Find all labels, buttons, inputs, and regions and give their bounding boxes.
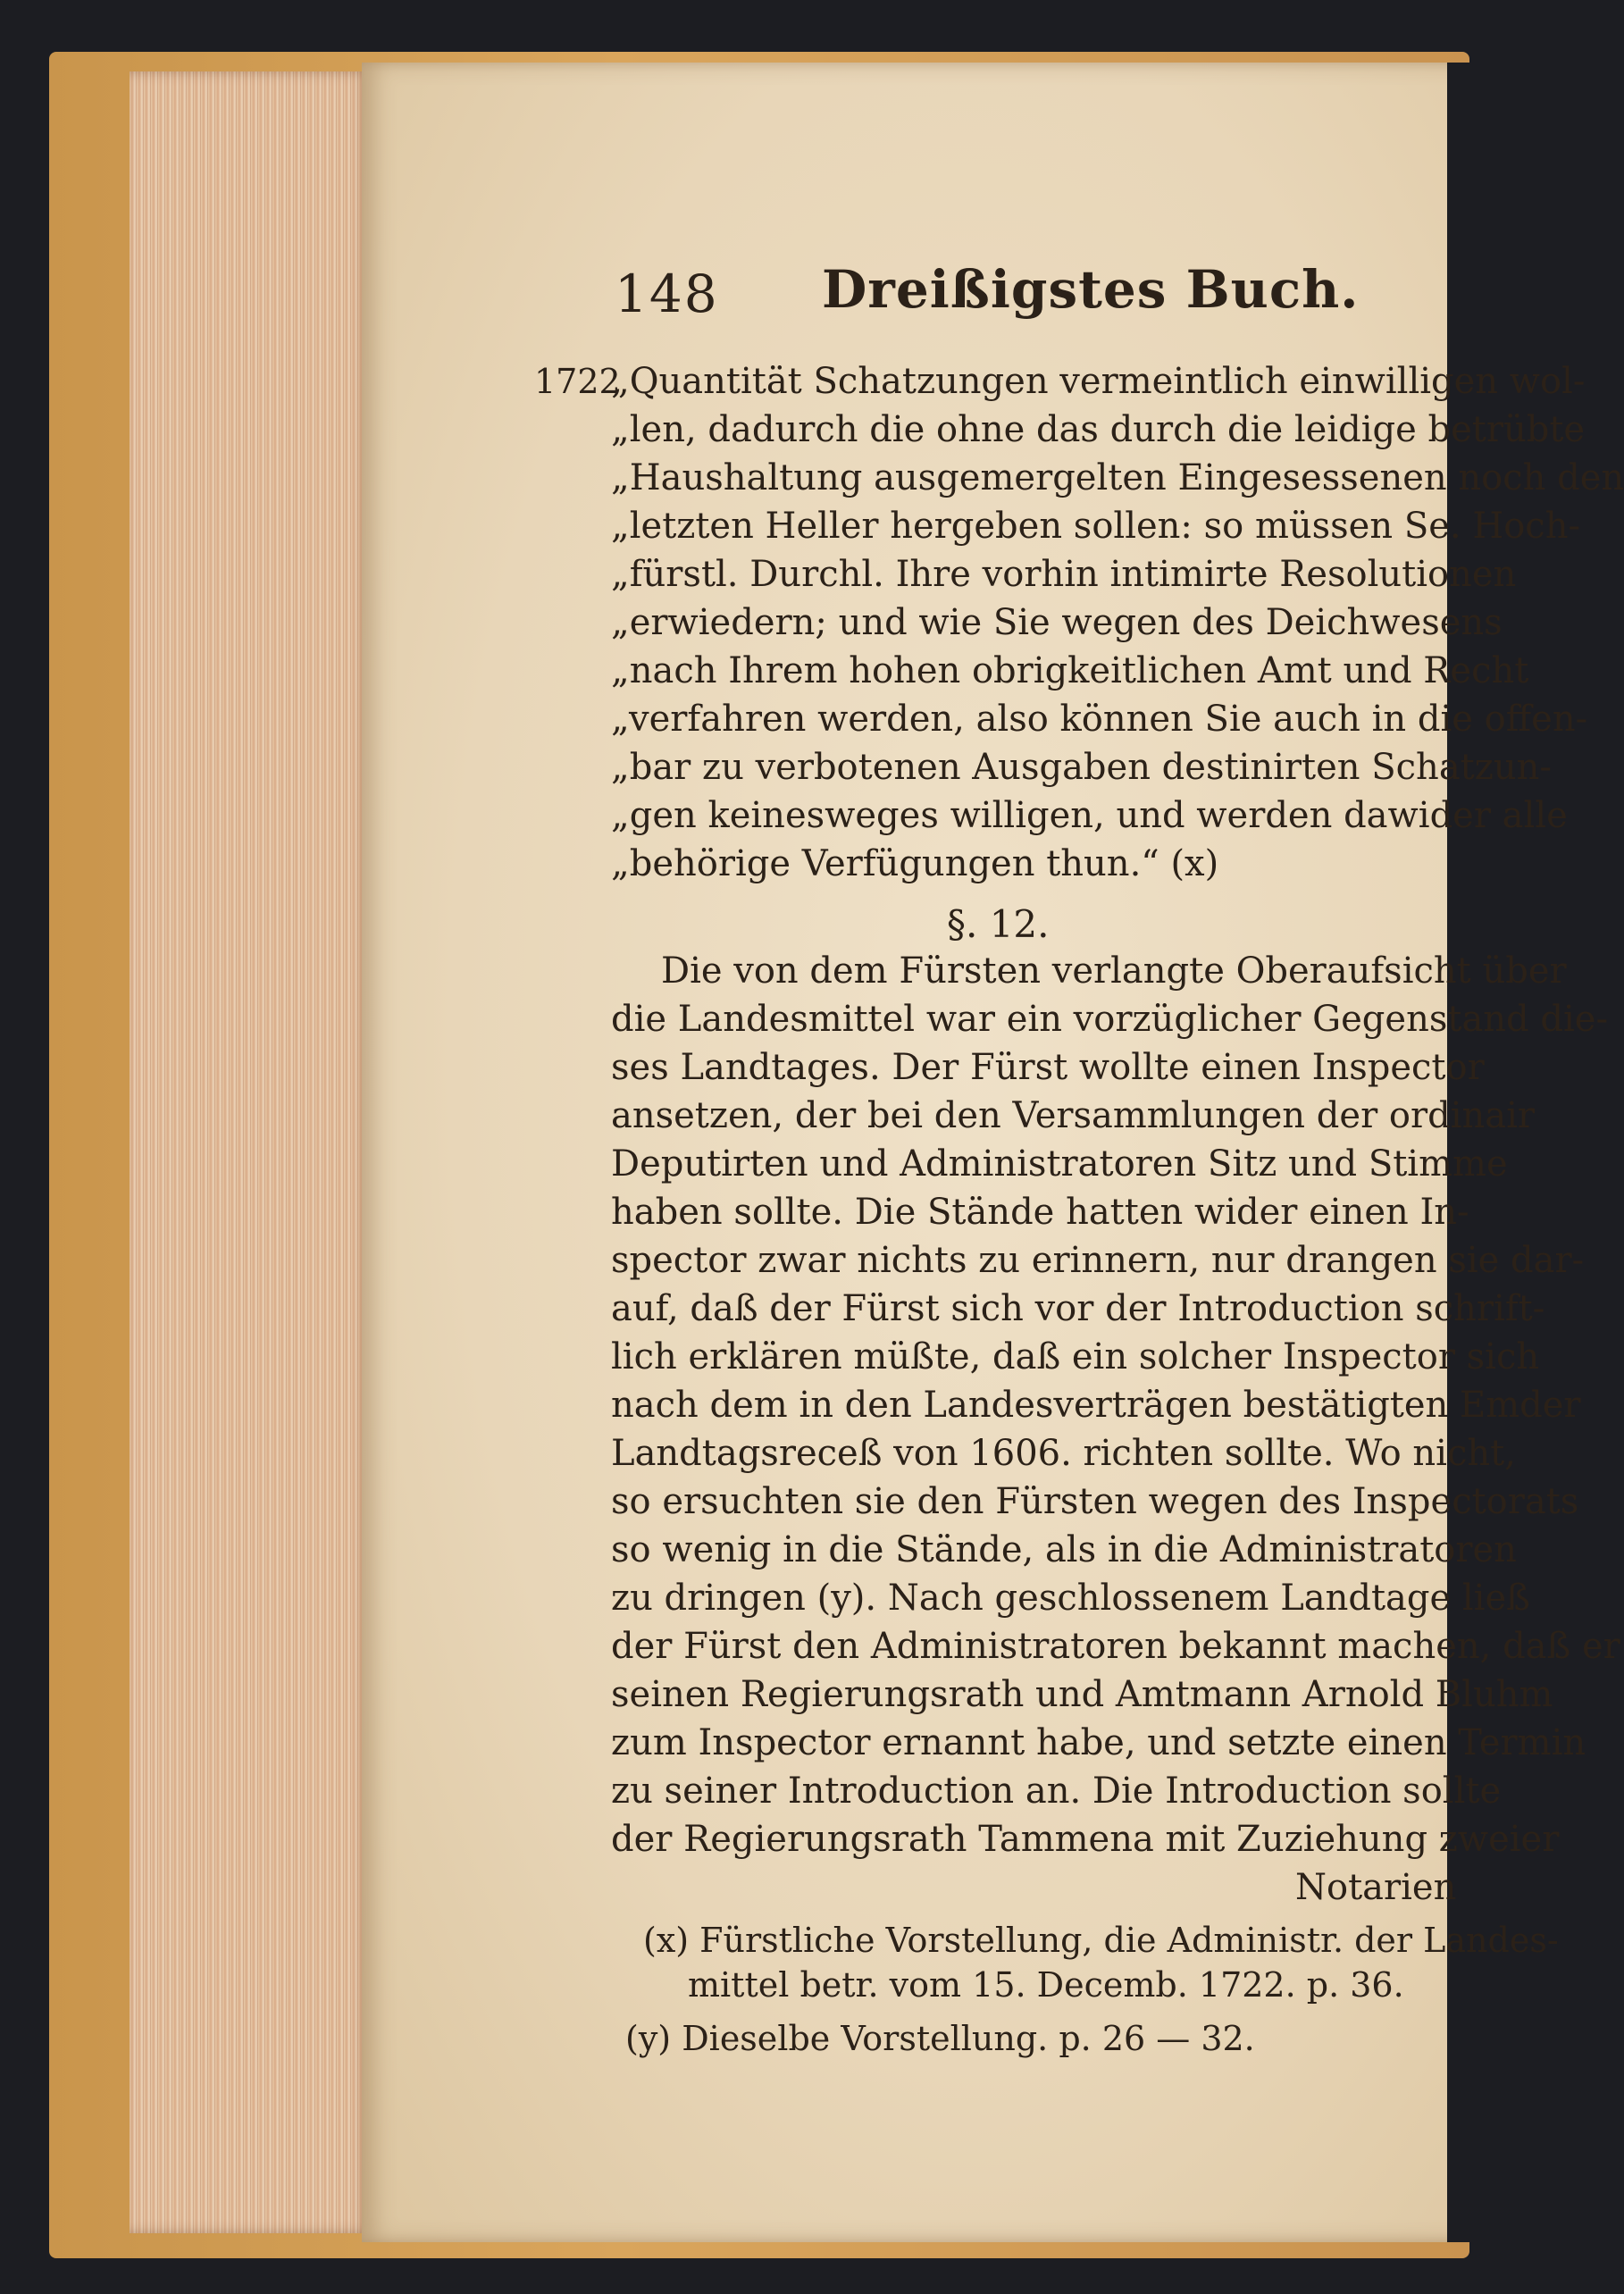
section-heading: §. 12. [947,902,1050,946]
margin-year: 1722 [534,362,621,401]
body-line: seinen Regierungsrath und Amtmann Arnold Bluhm [611,1674,1553,1715]
body-line: die Landesmittel war ein vorzüglicher Gegenstand die- [611,999,1608,1040]
body-line: Die von dem Fürsten verlangte Oberaufsicht über [661,950,1567,992]
body-line: zu seiner Introduction an. Die Introduction sollte [611,1771,1502,1812]
page-stack-edge [130,71,371,2233]
body-line: auf, daß der Fürst sich vor der Introduction schrift- [611,1288,1545,1329]
footnote-x-continued: mittel betr. vom 15. Decemb. 1722. p. 36. [688,1965,1404,2005]
catchword: Notarien [1295,1867,1457,1908]
quote-line: „verfahren werden, also können Sie auch in die offen- [611,699,1588,740]
quote-line: „behörige Verfügungen thun.“ (x) [611,843,1219,884]
body-line: ansetzen, der bei den Versammlungen der ordinair [611,1095,1536,1136]
quote-line: „letzten Heller hergeben sollen: so müssen Se. Hoch- [611,506,1580,547]
quote-line: „bar zu verbotenen Ausgaben destinirten Schatzun- [611,747,1552,788]
quote-line: „Quantität Schatzungen vermeintlich einwilligen wol- [611,361,1586,402]
quote-line: „nach Ihrem hohen obrigkeitlichen Amt und Recht [611,650,1529,691]
body-line: zu dringen (y). Nach geschlossenem Landtage ließ [611,1578,1530,1619]
quote-line: „gen keinesweges willigen, und werden dawider alle [611,795,1568,836]
body-line: der Fürst den Administratoren bekannt machen, daß er [611,1626,1620,1667]
quote-line: „Haushaltung ausgemergelten Eingesessenen noch den [611,457,1624,498]
body-line: nach dem in den Landesverträgen bestätigten Emder [611,1385,1581,1426]
page-number: 148 [615,264,719,324]
body-line: ses Landtages. Der Fürst wollte einen Inspector [611,1047,1485,1088]
quote-line: „len, dadurch die ohne das durch die leidige betrübte [611,409,1586,450]
footnote-x: (x) Fürstliche Vorstellung, die Administr. der Landes- [643,1921,1559,1960]
body-line: lich erklären müßte, daß ein solcher Inspector sich [611,1336,1540,1377]
body-line: zum Inspector ernannt habe, und setzte einen Termin [611,1722,1586,1763]
body-line: so ersuchten sie den Fürsten wegen des Inspectorats [611,1481,1579,1522]
body-line: spector zwar nichts zu erinnern, nur drangen sie dar- [611,1240,1585,1281]
quote-line: „fürstl. Durchl. Ihre vorhin intimirte Resolutionen [611,554,1517,595]
body-line: so wenig in die Stände, als in die Administratoren [611,1529,1517,1570]
body-line: Deputirten und Administratoren Sitz und Stimme [611,1143,1508,1185]
footnote-y: (y) Dieselbe Vorstellung. p. 26 — 32. [625,2019,1255,2058]
quote-line: „erwiedern; und wie Sie wegen des Deichwesens [611,602,1503,643]
body-line: Landtagsreceß von 1606. richten sollte. Wo nicht, [611,1433,1516,1474]
body-line: haben sollte. Die Stände hatten wider einen In- [611,1192,1469,1233]
running-title: Dreißigstes Buch. [822,259,1360,320]
body-line: der Regierungsrath Tammena mit Zuziehung zweier [611,1819,1560,1860]
